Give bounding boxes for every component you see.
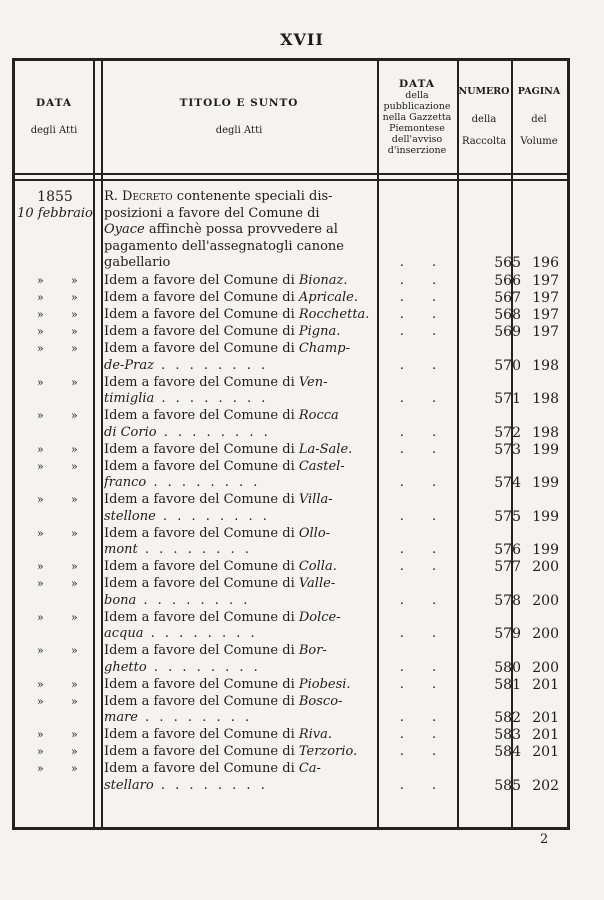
- ditto-mark: »: [71, 610, 78, 624]
- page-cell: 201: [532, 727, 559, 743]
- number-cell: 579: [494, 626, 521, 642]
- title-text: Idem a favore del Comune di: [104, 307, 299, 322]
- ditto-mark: »: [37, 694, 44, 708]
- table-row: [15, 761, 567, 794]
- gazette-cell: . .: [399, 441, 449, 457]
- title-text: Idem a favore del Comune di: [104, 525, 299, 541]
- ditto-mark: »: [37, 677, 44, 691]
- title-text: Idem a favore del Comune di: [104, 290, 299, 305]
- page-cell: 200: [532, 559, 559, 575]
- leader-dots: . . . . . . . .: [154, 391, 269, 406]
- place-name: Rocca: [298, 408, 339, 423]
- title-cell: [104, 324, 376, 341]
- table-row: [15, 694, 567, 727]
- title-cell: [104, 610, 376, 643]
- header-number-sub: della: [471, 114, 497, 125]
- title-text: Idem a favore del Comune di: [104, 341, 299, 356]
- title-text: Idem a favore del Comune di: [104, 761, 299, 776]
- number-cell: 566: [494, 273, 521, 289]
- place-name: mont: [104, 542, 138, 557]
- gazette-cell: . .: [399, 727, 449, 742]
- header-page-sub: del: [531, 114, 547, 125]
- ditto-mark: »: [71, 459, 78, 473]
- leader-dots: . . . . . . . .: [143, 626, 258, 641]
- place-name: Oyace: [104, 222, 145, 237]
- page-cell: 197: [532, 307, 559, 323]
- title-cell: [104, 492, 376, 525]
- number-cell: 577: [494, 559, 521, 575]
- place-name: Bor-: [298, 643, 327, 658]
- page-number: XVII: [280, 30, 324, 49]
- place-name: di Corio: [104, 424, 157, 440]
- place-name: La-Sale.: [298, 441, 353, 457]
- page-cell: 196: [532, 255, 559, 271]
- title-text: Idem a favore del Comune di: [104, 408, 299, 423]
- title-text: Idem a favore del Comune di: [104, 676, 299, 692]
- gazette-cell: . .: [399, 744, 449, 759]
- table-row: [15, 290, 567, 307]
- header-gazette: [377, 61, 457, 173]
- table-row: [15, 189, 567, 274]
- header-date-title: DATA: [35, 97, 73, 109]
- ditto-mark: »: [71, 375, 78, 389]
- page-cell: 200: [532, 626, 559, 642]
- gazette-cell: . .: [399, 255, 449, 270]
- header-number-title: NUMERO: [458, 86, 510, 97]
- page-cell: 198: [532, 357, 559, 374]
- place-name: ghetto: [104, 659, 147, 675]
- place-name: Bosco-: [298, 693, 343, 709]
- leader-dots: . . . . . . . .: [155, 508, 270, 524]
- place-name: Castel-: [298, 458, 345, 474]
- title-line: affinchè possa provvedere al: [148, 222, 338, 237]
- ditto-mark: »: [71, 526, 78, 540]
- page-cell: 199: [532, 508, 559, 525]
- number-cell: 572: [494, 424, 521, 441]
- ditto-mark: »: [71, 694, 78, 708]
- gazette-cell: . .: [399, 592, 449, 608]
- leader-dots: . . . . . . . .: [153, 357, 269, 373]
- page-cell: 201: [532, 676, 559, 693]
- title-line: gabellario: [104, 255, 171, 270]
- number-cell: 565: [494, 255, 521, 271]
- number-cell: 582: [494, 710, 521, 726]
- number-cell: 569: [494, 324, 521, 340]
- ditto-mark: »: [71, 325, 78, 338]
- page-cell: 198: [532, 391, 559, 407]
- place-name: mare: [104, 710, 138, 725]
- title-text: Idem a favore del Comune di: [104, 643, 299, 658]
- title-cell: [104, 677, 376, 694]
- ditto-mark: »: [71, 560, 78, 573]
- place-name: Pigna.: [298, 324, 341, 339]
- title-text: Idem a favore del Comune di: [104, 273, 299, 288]
- header-rule: [15, 173, 567, 175]
- page-cell: 197: [532, 324, 559, 340]
- ditto-mark: »: [37, 745, 44, 758]
- number-cell: 578: [494, 592, 521, 609]
- entry-year: 1855: [37, 189, 73, 205]
- leader-dots: . . . . . . . .: [138, 710, 253, 725]
- number-cell: 575: [494, 508, 521, 525]
- gazette-cell: . .: [399, 324, 449, 339]
- place-name: Valle-: [298, 576, 336, 591]
- title-cell: [104, 744, 376, 761]
- header-page: [511, 61, 567, 173]
- place-name: de-Praz: [104, 357, 154, 373]
- table-row: [15, 341, 567, 374]
- gazette-cell: . .: [399, 273, 449, 288]
- ditto-mark: »: [71, 342, 78, 355]
- title-cell: [104, 341, 376, 374]
- ditto-mark: »: [37, 459, 44, 473]
- place-name: Piobesi.: [298, 676, 351, 692]
- gazette-cell: . .: [399, 659, 449, 675]
- title-cell: [104, 375, 376, 408]
- header-title: [101, 61, 377, 173]
- table-row: [15, 408, 567, 441]
- title-cell: [104, 576, 376, 609]
- ditto-mark: »: [37, 610, 44, 624]
- header-title-sub: degli Atti: [215, 125, 263, 136]
- ditto-mark: »: [71, 577, 78, 590]
- leader-dots: . . . . . . . .: [156, 424, 271, 440]
- place-name: bona: [104, 592, 137, 608]
- place-name: Riva.: [298, 727, 333, 742]
- leader-dots: . . . . . . . .: [137, 542, 252, 557]
- number-cell: 576: [494, 542, 521, 558]
- ditto-mark: »: [37, 644, 44, 657]
- ditto-mark: »: [71, 442, 78, 456]
- number-cell: 580: [494, 659, 521, 676]
- page-cell: 200: [532, 659, 559, 676]
- place-name: acqua: [104, 626, 144, 641]
- gazette-cell: . .: [399, 777, 449, 793]
- title-text: Idem a favore del Comune di: [104, 492, 299, 507]
- number-cell: 584: [494, 744, 521, 760]
- place-name: stellaro: [104, 777, 154, 793]
- ditto-mark: »: [37, 442, 44, 456]
- ditto-mark: »: [37, 375, 44, 389]
- number-cell: 583: [494, 727, 521, 743]
- ditto-mark: »: [37, 274, 44, 287]
- title-cell: [104, 408, 376, 441]
- gazette-cell: . .: [399, 559, 449, 574]
- header-page-title: PAGINA: [517, 86, 561, 97]
- ditto-mark: »: [71, 274, 78, 287]
- table-row: [15, 727, 567, 744]
- ditto-mark: »: [37, 409, 44, 422]
- header-gazette-line: d'inserzione: [387, 144, 447, 156]
- title-cell: [104, 273, 376, 290]
- title-cell: [104, 526, 376, 559]
- ditto-mark: »: [71, 762, 78, 775]
- title-cell: [104, 694, 376, 727]
- place-name: Bionaz.: [298, 273, 348, 288]
- gazette-cell: . .: [399, 626, 449, 641]
- title-line: posizioni a favore del Comune di: [104, 205, 320, 221]
- table-row: [15, 375, 567, 408]
- page-cell: 200: [532, 592, 559, 609]
- place-name: Champ-: [298, 341, 350, 356]
- gazette-cell: . .: [399, 542, 449, 557]
- title-cell: [104, 643, 376, 676]
- place-name: Ollo-: [298, 525, 331, 541]
- ditto-mark: »: [37, 325, 44, 338]
- gazette-cell: . .: [399, 357, 449, 373]
- ditto-mark: »: [37, 526, 44, 540]
- ditto-mark: »: [71, 493, 78, 506]
- place-name: Ca-: [298, 761, 321, 776]
- leader-dots: . . . . . . . .: [146, 659, 261, 675]
- ditto-mark: »: [37, 728, 44, 741]
- title-text: Idem a favore del Comune di: [104, 576, 299, 591]
- gazette-cell: . .: [399, 475, 449, 490]
- title-text: Idem a favore del Comune di: [104, 374, 299, 390]
- number-cell: 581: [494, 676, 521, 693]
- register-table: [12, 58, 570, 830]
- header-number-sub2: Raccolta: [461, 136, 507, 147]
- ditto-mark: »: [71, 409, 78, 422]
- leader-dots: . . . . . . . .: [153, 777, 268, 793]
- header-gazette-line: Piemontese: [389, 122, 445, 134]
- page-cell: 201: [532, 744, 559, 760]
- header-gazette-line: pubblicazione: [383, 100, 451, 112]
- ditto-mark: »: [71, 728, 78, 741]
- leader-dots: . . . . . . . .: [146, 475, 261, 490]
- ditto-mark: »: [37, 342, 44, 355]
- table-row: [15, 459, 567, 492]
- table-row: [15, 677, 567, 694]
- number-cell: 568: [494, 307, 521, 323]
- header-gazette-line: nella Gazzetta: [382, 111, 452, 123]
- number-cell: 585: [494, 777, 521, 794]
- place-name: Rocchetta.: [298, 307, 370, 322]
- title-cell: [104, 459, 376, 492]
- table-row: [15, 324, 567, 341]
- place-name: Terzorio.: [298, 744, 358, 759]
- table-row: [15, 559, 567, 576]
- page-cell: 197: [532, 290, 559, 306]
- ditto-mark: »: [37, 291, 44, 304]
- ditto-mark: »: [71, 677, 78, 691]
- table-row: [15, 492, 567, 525]
- ditto-mark: »: [37, 308, 44, 321]
- number-cell: 567: [494, 290, 521, 306]
- header-gazette-title: DATA: [398, 77, 436, 90]
- gazette-cell: . .: [399, 307, 449, 322]
- place-name: Colla.: [298, 559, 337, 574]
- gazette-cell: . .: [399, 676, 449, 692]
- number-cell: 570: [494, 357, 521, 374]
- gazette-cell: . .: [399, 391, 449, 406]
- page-cell: 199: [532, 475, 559, 491]
- header-gazette-line: dell'avviso: [391, 133, 443, 145]
- ditto-mark: »: [37, 577, 44, 590]
- ditto-mark: »: [37, 493, 44, 506]
- place-name: Ven-: [298, 374, 328, 390]
- number-cell: 571: [494, 391, 521, 407]
- table-row: [15, 526, 567, 559]
- footer-mark: 2: [540, 832, 549, 847]
- page-cell: 201: [532, 710, 559, 726]
- entry-day: 10 febbraio: [17, 205, 93, 221]
- table-row: [15, 576, 567, 609]
- date-cell: [15, 189, 95, 222]
- page-cell: 199: [532, 441, 559, 458]
- header-page-sub2: Volume: [520, 136, 558, 147]
- number-cell: 573: [494, 441, 521, 458]
- title-text: Idem a favore del Comune di: [104, 609, 299, 625]
- page-cell: 202: [532, 777, 559, 794]
- page-cell: 198: [532, 424, 559, 441]
- gazette-cell: . .: [399, 290, 449, 305]
- place-name: franco: [104, 475, 147, 490]
- header-date: [15, 61, 93, 173]
- title-text: Idem a favore del Comune di: [104, 693, 299, 709]
- title-text: Idem a favore del Comune di: [104, 727, 299, 742]
- gazette-cell: . .: [399, 424, 449, 440]
- gazette-cell: . .: [399, 710, 449, 725]
- ditto-mark: »: [71, 644, 78, 657]
- header-number: [457, 61, 511, 173]
- title-text: Idem a favore del Comune di: [104, 559, 299, 574]
- decree-lead: R. Decreto: [104, 189, 173, 204]
- title-cell: [104, 559, 376, 576]
- ditto-mark: »: [37, 560, 44, 573]
- title-text: Idem a favore del Comune di: [104, 324, 299, 339]
- title-line: pagamento dell'assegnatogli canone: [104, 238, 344, 254]
- title-line: contenente speciali dis-: [172, 189, 333, 204]
- ditto-mark: »: [71, 745, 78, 758]
- table-row: [15, 307, 567, 324]
- title-cell: [104, 442, 376, 459]
- title-text: Idem a favore del Comune di: [104, 744, 299, 759]
- ditto-mark: »: [37, 762, 44, 775]
- leader-dots: . . . . . . . .: [136, 592, 251, 608]
- place-name: Apricale.: [298, 290, 358, 305]
- header-title-title: TITOLO E SUNTO: [179, 97, 299, 109]
- table-row: [15, 744, 567, 761]
- table-row: [15, 610, 567, 643]
- title-text: Idem a favore del Comune di: [104, 458, 299, 474]
- ditto-mark: »: [71, 308, 78, 321]
- title-cell: [104, 307, 376, 324]
- title-cell: [104, 189, 376, 272]
- place-name: timiglia: [104, 391, 155, 406]
- header-rule: [15, 179, 567, 181]
- header-gazette-line: della: [405, 89, 429, 101]
- page-cell: 197: [532, 273, 559, 289]
- header-date-sub: degli Atti: [30, 125, 78, 136]
- title-cell: [104, 290, 376, 307]
- gazette-cell: . .: [399, 508, 449, 524]
- title-text: Idem a favore del Comune di: [104, 441, 299, 457]
- table-row: [15, 643, 567, 676]
- table-row: [15, 273, 567, 290]
- place-name: stellone: [104, 508, 156, 524]
- number-cell: 574: [494, 475, 521, 491]
- table-row: [15, 442, 567, 459]
- place-name: Villa-: [298, 492, 333, 507]
- title-cell: [104, 761, 376, 794]
- ditto-mark: »: [71, 291, 78, 304]
- place-name: Dolce-: [298, 609, 341, 625]
- title-cell: [104, 727, 376, 744]
- page-cell: 199: [532, 542, 559, 558]
